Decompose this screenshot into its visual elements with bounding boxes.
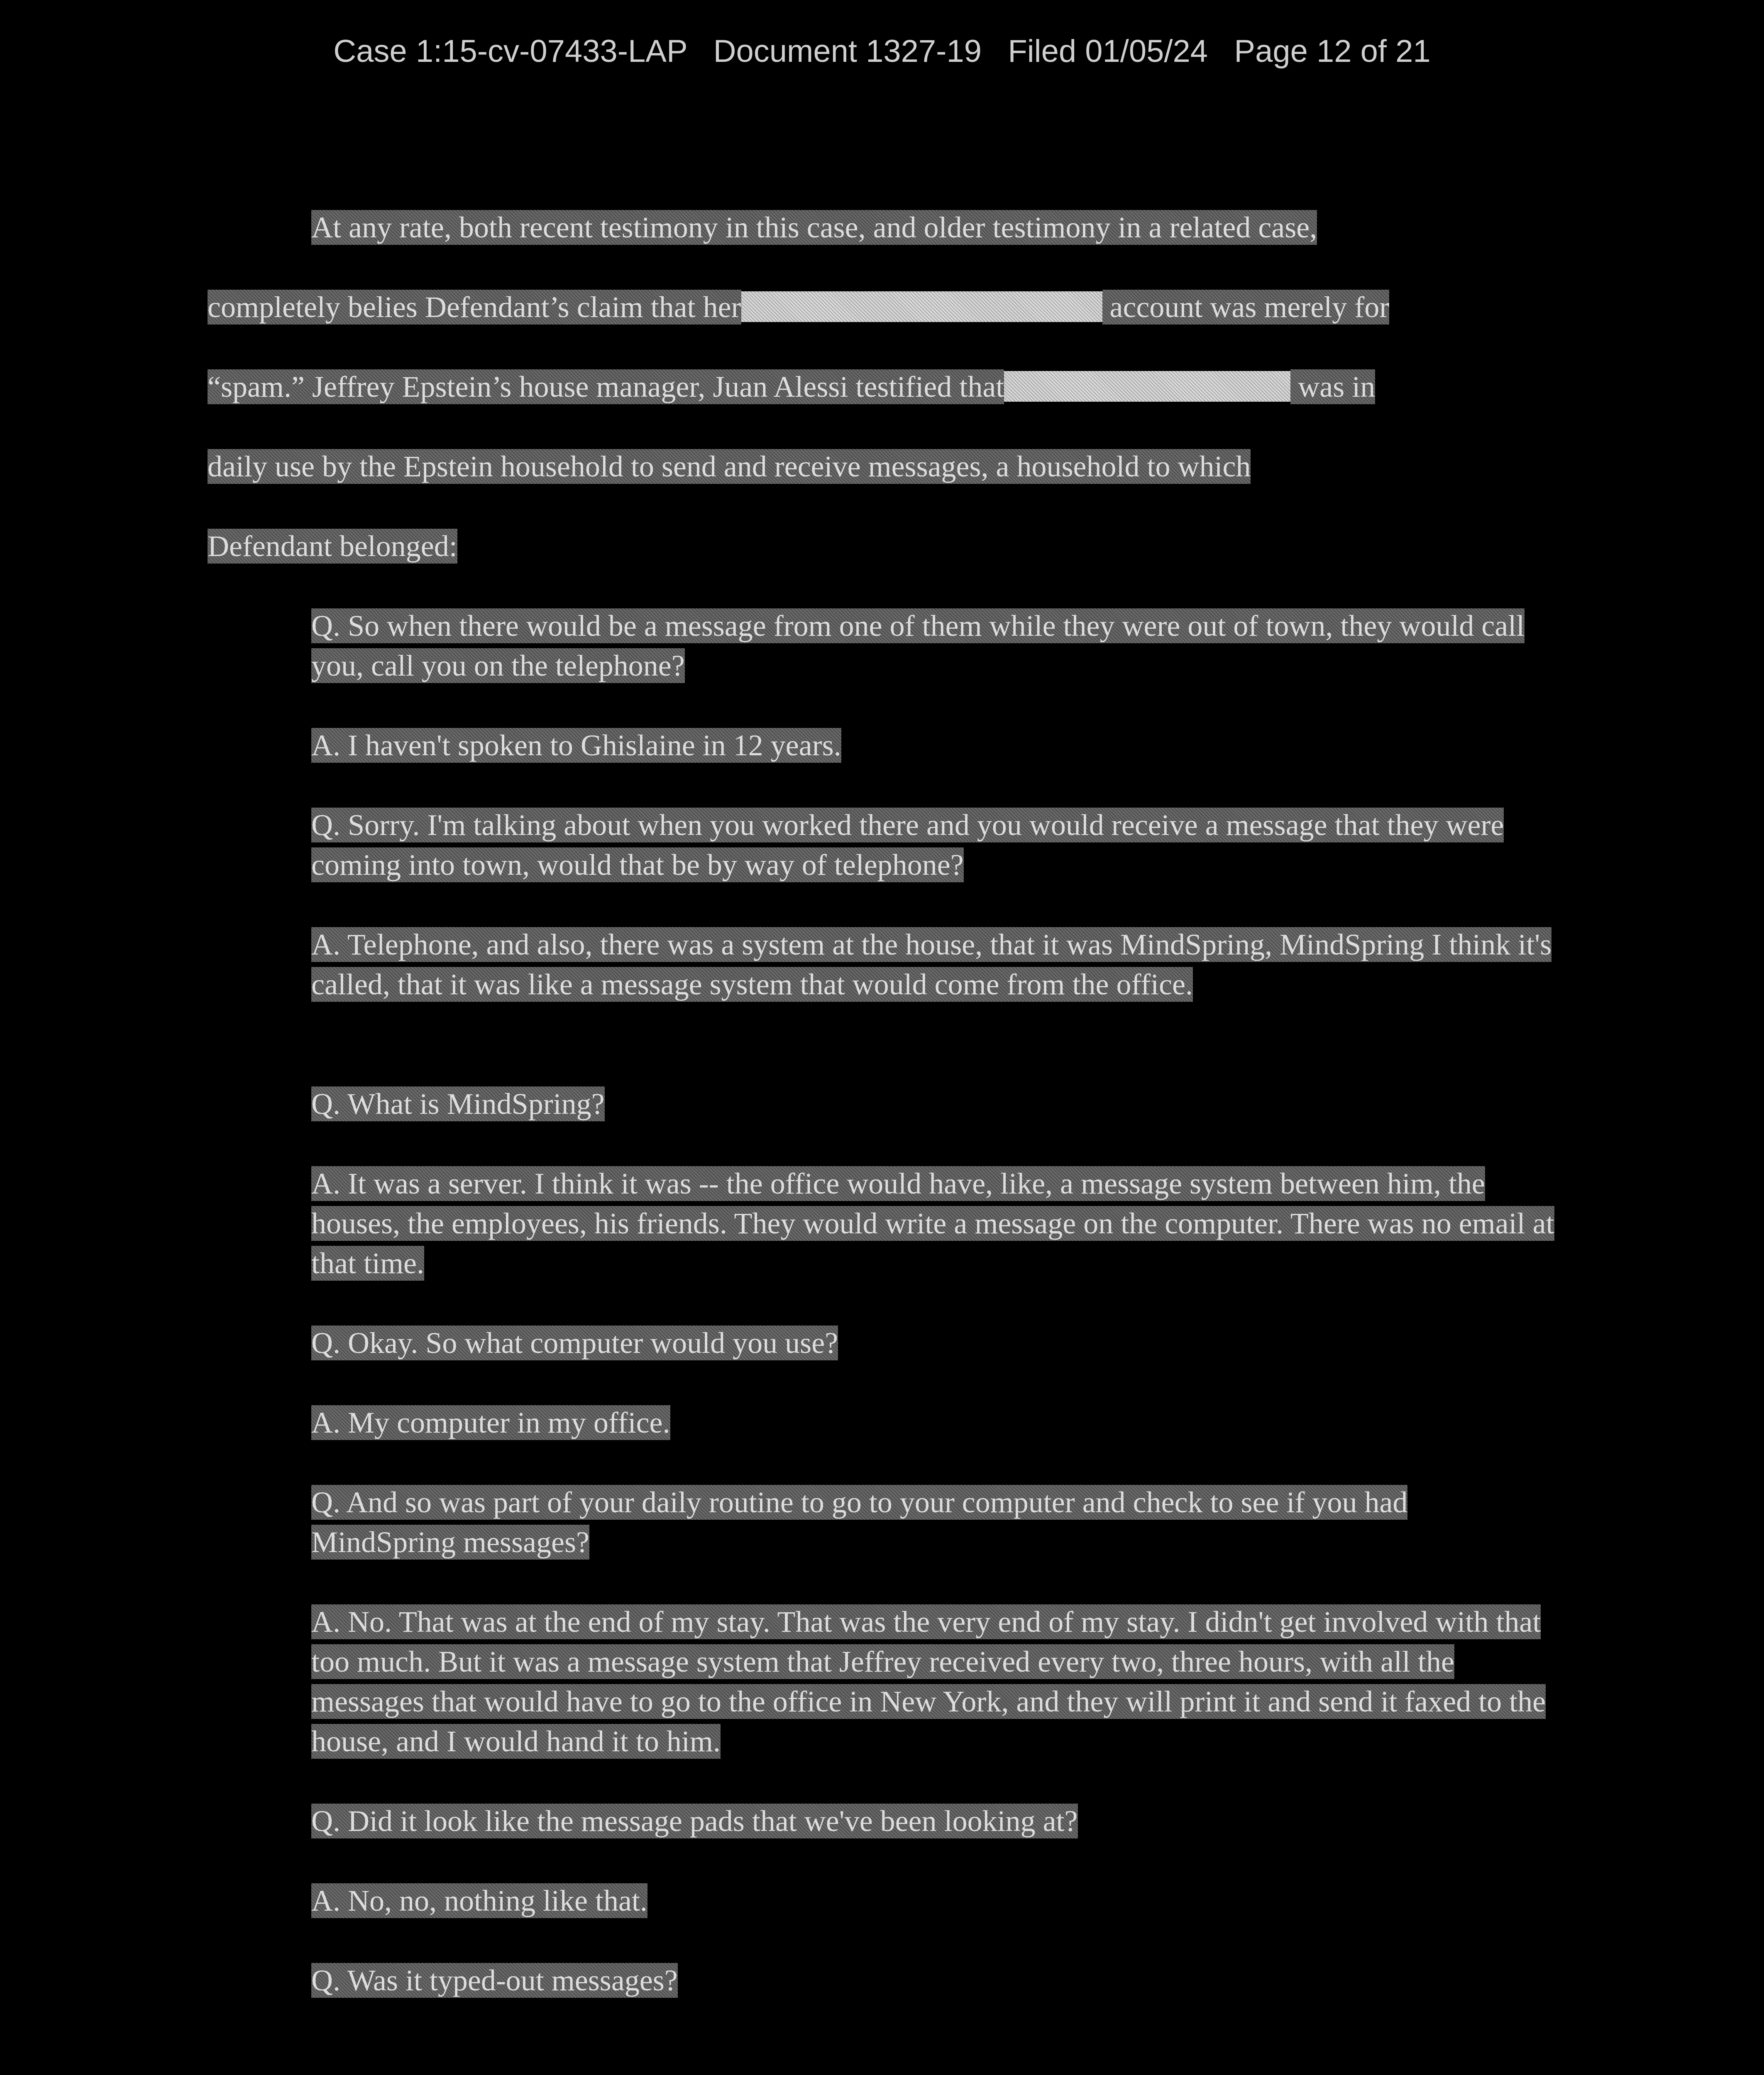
testimony-item bbox=[311, 1960, 1556, 2000]
case-header: Case 1:15-cv-07433-LAP Document 1327-19 Filed 01/05/24 Page 12 of 21 bbox=[333, 34, 1431, 69]
testimony-item bbox=[311, 1881, 1556, 1921]
testimony-text: Q. Was it typed-out messages? bbox=[311, 1964, 678, 1997]
testimony-item bbox=[311, 1323, 1556, 1363]
testimony-item bbox=[311, 925, 1556, 1004]
testimony-text: A. No. That was at the end of my stay. That was the very end of my stay. I didn't get involved with that too much. But it was a message system that Jeffrey received every two, three hours, with all the messages that would have to go to the office in New York, and they will print it and send it faxed to the house, and I would hand it to him. bbox=[311, 1605, 1546, 1758]
body-text-5: Defendant belonged: bbox=[208, 530, 457, 563]
testimony-text: Q. Sorry. I'm talking about when you worked there and you would receive a message that they were coming into town, would that be by way of telephone? bbox=[311, 808, 1504, 881]
body-text-2b: account was merely for bbox=[1102, 290, 1390, 324]
testimony-item bbox=[311, 1164, 1556, 1283]
testimony-item bbox=[311, 1801, 1556, 1841]
testimony-text: A. No, no, nothing like that. bbox=[311, 1884, 647, 1917]
body-line-2 bbox=[208, 287, 1389, 327]
testimony-text: A. My computer in my office. bbox=[311, 1406, 670, 1439]
body-text-1: At any rate, both recent testimony in this case, and older testimony in a related case, bbox=[311, 211, 1317, 244]
body-text-4: daily use by the Epstein household to send and receive messages, a household to which bbox=[208, 450, 1251, 483]
testimony-item bbox=[311, 1084, 1556, 1124]
testimony-text: A. It was a server. I think it was -- the office would have, like, a message system between him, the houses, the employees, his friends. They would write a message on the computer. There was no email at that time. bbox=[311, 1167, 1554, 1280]
redaction-box bbox=[1004, 371, 1290, 402]
body-line-5 bbox=[208, 526, 457, 566]
testimony-item bbox=[311, 1403, 1556, 1443]
testimony-item bbox=[311, 1602, 1556, 1761]
body-line-1 bbox=[311, 208, 1317, 247]
testimony-text: Q. So when there would be a message from one of them while they were out of town, they would call you, call you on the telephone? bbox=[311, 609, 1525, 682]
body-text-3a: “spam.” Jeffrey Epstein’s house manager, Juan Alessi testified that bbox=[208, 370, 1004, 403]
body-text-2a: completely belies Defendant’s claim that her bbox=[208, 290, 741, 324]
testimony-item bbox=[311, 1482, 1556, 1562]
testimony-text: A. I haven't spoken to Ghislaine in 12 years. bbox=[311, 729, 841, 762]
testimony-text: Q. And so was part of your daily routine to go to your computer and check to see if you had MindSpring messages? bbox=[311, 1486, 1408, 1559]
testimony-text: A. Telephone, and also, there was a system at the house, that it was MindSpring, MindSpring I think it's called, that it was like a message system that would come from the office. bbox=[311, 928, 1552, 1001]
testimony-item bbox=[311, 805, 1556, 885]
body-text-3b: was in bbox=[1290, 370, 1376, 403]
testimony-item bbox=[311, 606, 1556, 686]
body-line-4 bbox=[208, 447, 1251, 486]
body-line-3 bbox=[208, 367, 1375, 407]
testimony-item bbox=[311, 725, 1556, 765]
testimony-text: Q. Did it look like the message pads that we've been looking at? bbox=[311, 1804, 1078, 1838]
redaction-box bbox=[741, 291, 1102, 322]
testimony-text: Q. Okay. So what computer would you use? bbox=[311, 1326, 838, 1360]
testimony-text: Q. What is MindSpring? bbox=[311, 1087, 605, 1120]
